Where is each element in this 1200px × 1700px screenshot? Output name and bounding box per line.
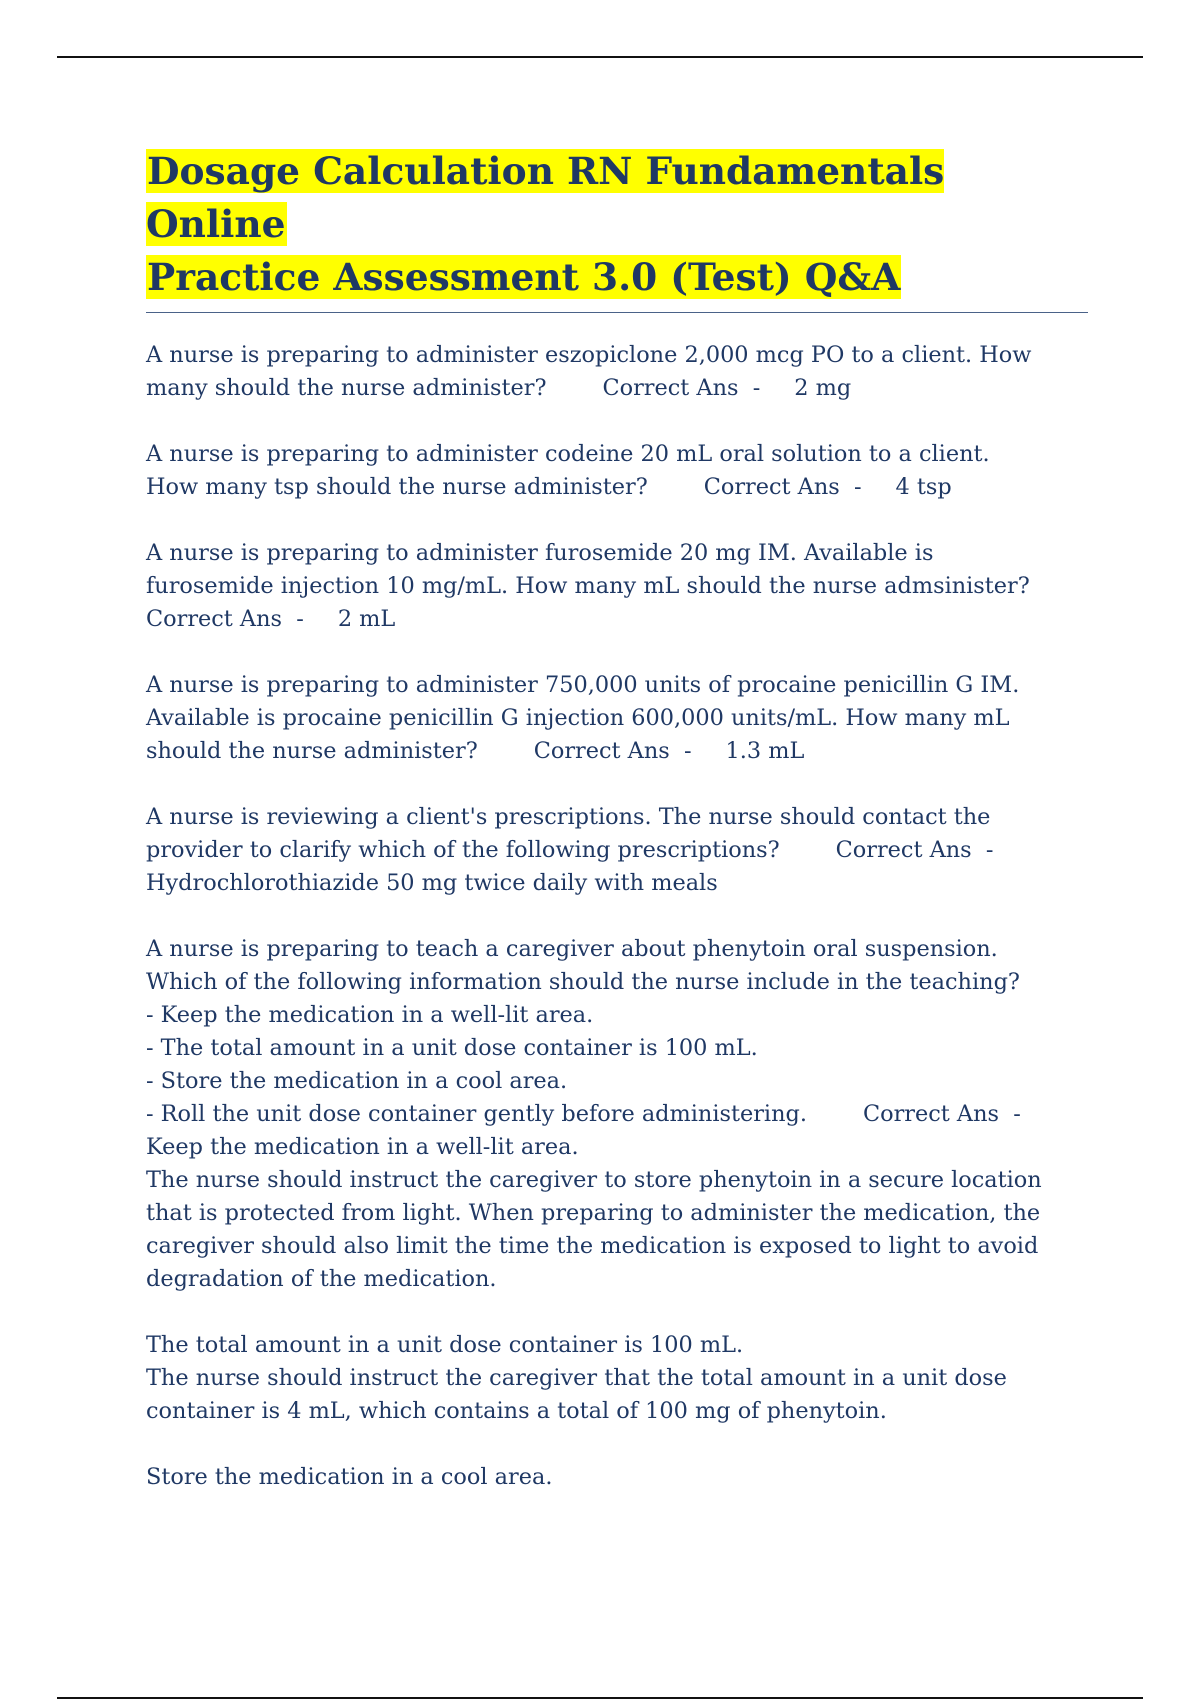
- answer-text: Hydrochlorothiazide 50 mg twice daily with meals: [146, 870, 718, 896]
- document-body: [146, 145, 1088, 1527]
- title-line-1: Dosage Calculation RN Fundamentals Online: [146, 149, 945, 246]
- correct-answer-label: Correct Ans -: [533, 738, 692, 764]
- title-line-2: Practice Assessment 3.0 (Test) Q&A: [147, 255, 901, 299]
- question-line: How many tsp should the nurse administer?: [146, 474, 648, 500]
- answer-line: [146, 603, 1088, 636]
- footer-rule: [57, 1697, 1143, 1699]
- qa-item-6: [146, 933, 1088, 1494]
- answer-text: 2 mg: [794, 375, 852, 401]
- explanation-line: The nurse should instruct the caregiver to store phenytoin in a secure location: [146, 1167, 1042, 1193]
- explanation-line: container is 4 mL, which contains a total of 100 mg of phenytoin.: [146, 1398, 887, 1424]
- answer-text: 2 mL: [337, 606, 396, 632]
- qa-list: [146, 339, 1088, 1494]
- question-line: A nurse is preparing to administer furosemide 20 mg IM. Available is: [146, 540, 934, 566]
- question-answer-line: [146, 372, 1088, 405]
- question-line: A nurse is preparing to administer eszopiclone 2,000 mcg PO to a client. How: [146, 342, 1032, 368]
- qa-item-2: [146, 438, 1088, 504]
- explanation-line: caregiver should also limit the time the medication is exposed to light to avoid: [146, 1233, 1039, 1259]
- question-line: A nurse is preparing to administer codeine 20 mL oral solution to a client.: [146, 441, 990, 467]
- question-line: A nurse is preparing to administer 750,000 units of procaine penicillin G IM.: [146, 672, 1020, 698]
- qa-item-1: [146, 339, 1088, 405]
- option-line: - Store the medication in a cool area.: [146, 1068, 568, 1094]
- question-answer-line: [146, 834, 1088, 867]
- document-title: [146, 145, 1088, 304]
- question-line: furosemide injection 10 mg/mL. How many mL should the nurse admsinister?: [146, 573, 1030, 599]
- title-underline: [146, 312, 1088, 313]
- qa-item-5: [146, 801, 1088, 900]
- correct-answer-label: Correct Ans -: [703, 474, 862, 500]
- answer-text: 4 tsp: [895, 474, 952, 500]
- question-answer-line: [146, 735, 1088, 768]
- header-rule: [57, 56, 1143, 58]
- question-line: many should the nurse administer?: [146, 375, 547, 401]
- qa-item-4: [146, 669, 1088, 768]
- question-line: Available is procaine penicillin G injection 600,000 units/mL. How many mL: [146, 705, 1010, 731]
- question-line: A nurse is reviewing a client's prescriptions. The nurse should contact the: [146, 804, 991, 830]
- explanation-line: The nurse should instruct the caregiver that the total amount in a unit dose: [146, 1365, 1007, 1391]
- explanation-line: degradation of the medication.: [146, 1266, 497, 1292]
- option-line: - Roll the unit dose container gently before administering.: [146, 1101, 807, 1127]
- correct-answer-label: Correct Ans -: [146, 606, 304, 632]
- option-line: - The total amount in a unit dose container is 100 mL.: [146, 1035, 758, 1061]
- option-answer-line: [146, 1098, 1088, 1131]
- question-line: Which of the following information should the nurse include in the teaching?: [146, 969, 1020, 995]
- correct-answer-label: Correct Ans -: [862, 1101, 1021, 1127]
- question-answer-line: [146, 471, 1088, 504]
- answer-text: Keep the medication in a well-lit area.: [146, 1134, 579, 1160]
- option-line: - Keep the medication in a well-lit area.: [146, 1002, 594, 1028]
- answer-text: 1.3 mL: [725, 738, 805, 764]
- question-line: A nurse is preparing to teach a caregiver about phenytoin oral suspension.: [146, 936, 998, 962]
- correct-answer-label: Correct Ans -: [835, 837, 994, 863]
- qa-item-3: [146, 537, 1088, 636]
- question-line: provider to clarify which of the following prescriptions?: [146, 837, 780, 863]
- explanation-line: The total amount in a unit dose container is 100 mL.: [146, 1332, 744, 1358]
- explanation-line: that is protected from light. When preparing to administer the medication, the: [146, 1200, 1041, 1226]
- question-line: should the nurse administer?: [146, 738, 478, 764]
- explanation-line: Store the medication in a cool area.: [146, 1464, 553, 1490]
- correct-answer-label: Correct Ans -: [602, 375, 761, 401]
